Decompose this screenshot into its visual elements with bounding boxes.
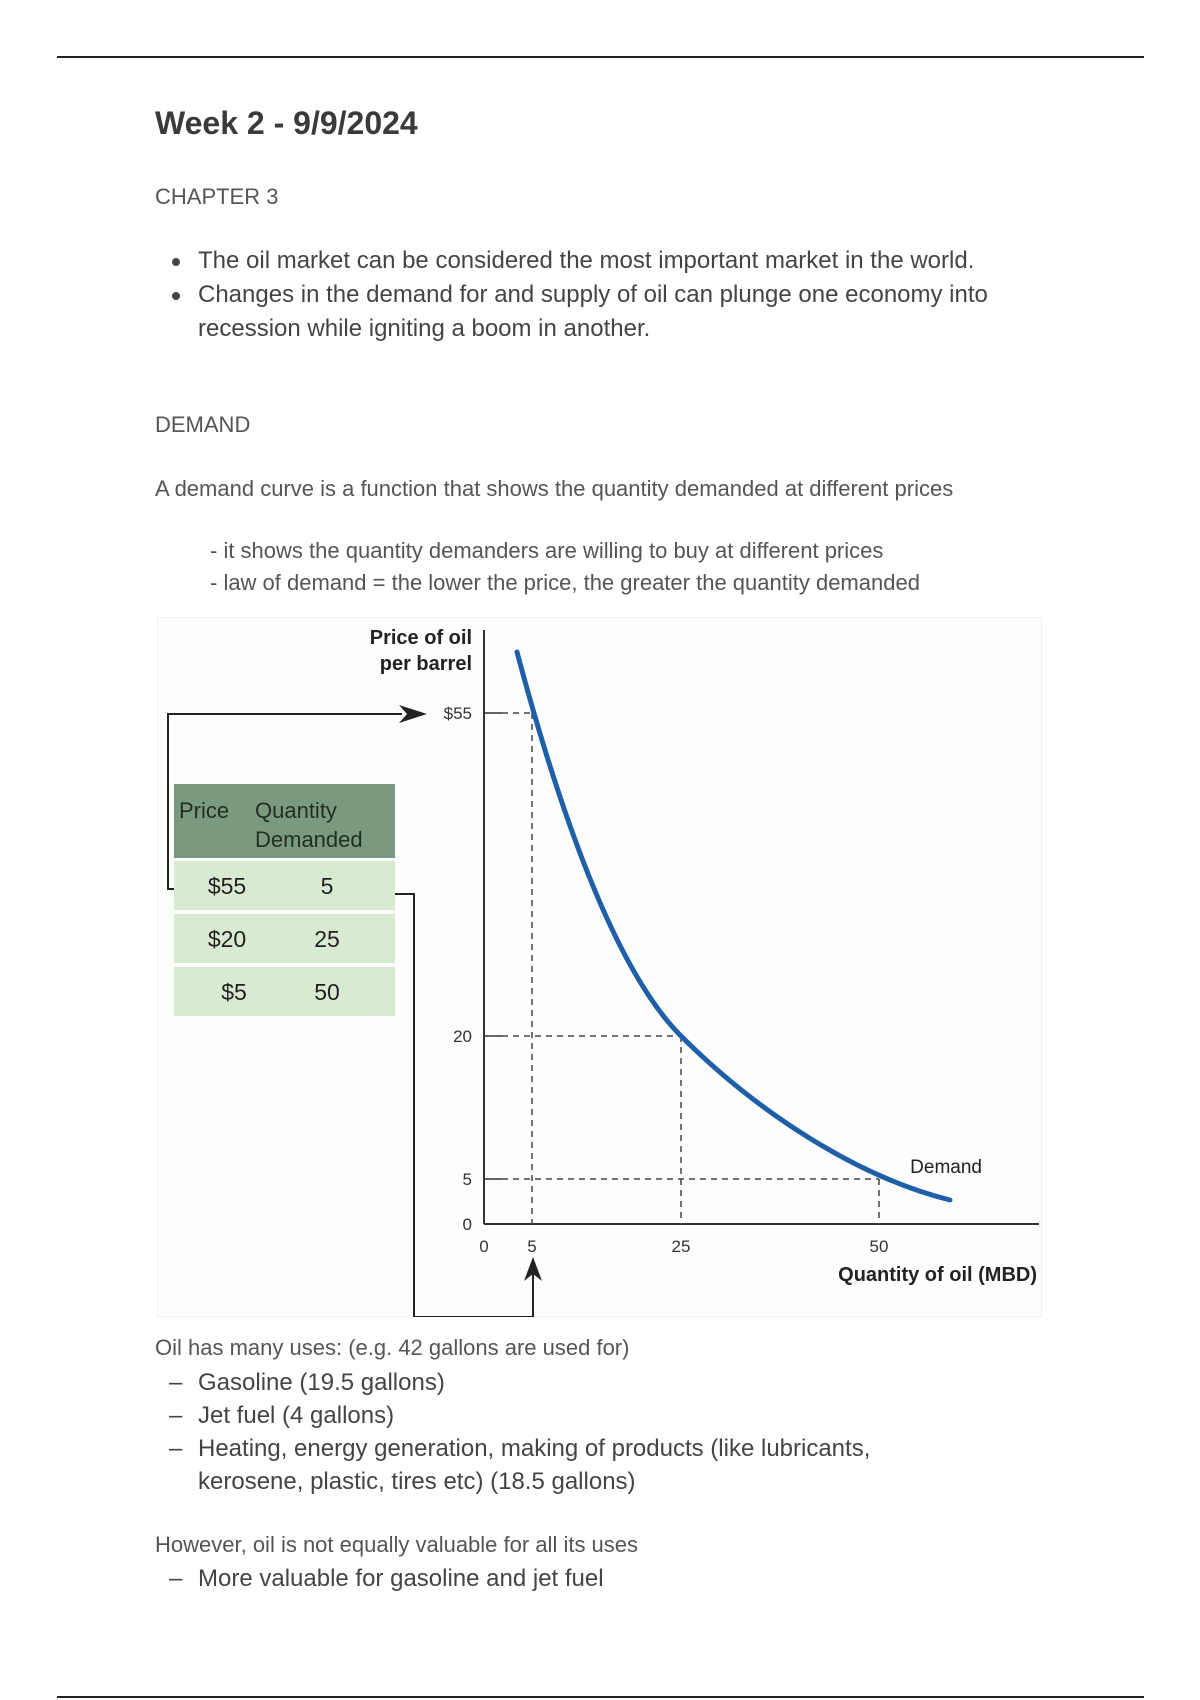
x-tick-label: 5 <box>527 1237 537 1256</box>
x-axis-label: Quantity of oil (MBD) <box>838 1264 1037 1286</box>
table-cell-quantity: 5 <box>320 873 334 899</box>
list-item: The oil market can be considered the most important market in the world. <box>155 244 1055 278</box>
y-tick-label: 5 <box>462 1170 472 1189</box>
table-cell-price: $5 <box>221 979 247 1005</box>
table-cell-price: $55 <box>207 873 247 899</box>
table-row <box>174 967 395 1016</box>
chapter-heading: CHAPTER 3 <box>155 184 279 209</box>
x-tick-label: 25 <box>671 1237 691 1256</box>
page-title: Week 2 - 9/9/2024 <box>155 105 418 141</box>
list-item: – Jet fuel (4 gallons) <box>155 1399 1055 1432</box>
y-tick-label: $55 <box>443 704 472 723</box>
table-header-price: Price <box>179 798 230 823</box>
table-header-quantity: Quantity Demanded <box>255 798 363 852</box>
list-item: – More valuable for gasoline and jet fuel <box>155 1562 1055 1595</box>
demand-chart <box>157 617 1042 1317</box>
demand-curve-figure <box>157 617 1042 1317</box>
value-list <box>155 1562 1055 1595</box>
x-tick-label: 0 <box>479 1237 489 1256</box>
table-cell-quantity: 25 <box>314 926 340 952</box>
demand-point: - law of demand = the lower the price, the greater the quantity demanded <box>210 570 920 595</box>
y-tick-label: 0 <box>462 1215 472 1234</box>
demand-definition: A demand curve is a function that shows the quantity demanded at different prices <box>155 476 954 501</box>
list-item: – Heating, energy generation, making of products (like lubricants, kerosene, plastic, tires etc) (18.5 gallons) <box>155 1432 978 1498</box>
top-divider <box>57 56 1144 58</box>
demand-point: - it shows the quantity demanders are willing to buy at different prices <box>210 538 884 563</box>
intro-bullet-list <box>155 244 1055 346</box>
table-cell-quantity: 50 <box>314 979 340 1005</box>
y-axis-label: per barrel <box>379 653 472 675</box>
x-tick-label: 50 <box>869 1237 889 1256</box>
value-intro: However, oil is not equally valuable for all its uses <box>155 1532 639 1557</box>
y-axis-label: Price of oil <box>369 627 472 649</box>
demand-curve-label: Demand <box>910 1157 982 1178</box>
list-item: Changes in the demand for and supply of oil can plunge one economy into recession while igniting a boom in another. <box>155 278 1055 346</box>
uses-list <box>155 1366 1055 1498</box>
price-quantity-table <box>174 784 395 1016</box>
demand-heading: DEMAND <box>155 412 251 437</box>
uses-intro: Oil has many uses: (e.g. 42 gallons are used for) <box>155 1335 630 1360</box>
table-cell-price: $20 <box>207 926 247 952</box>
list-item: – Gasoline (19.5 gallons) <box>155 1366 1055 1399</box>
bottom-divider <box>57 1696 1144 1698</box>
y-tick-label: 20 <box>453 1027 472 1046</box>
